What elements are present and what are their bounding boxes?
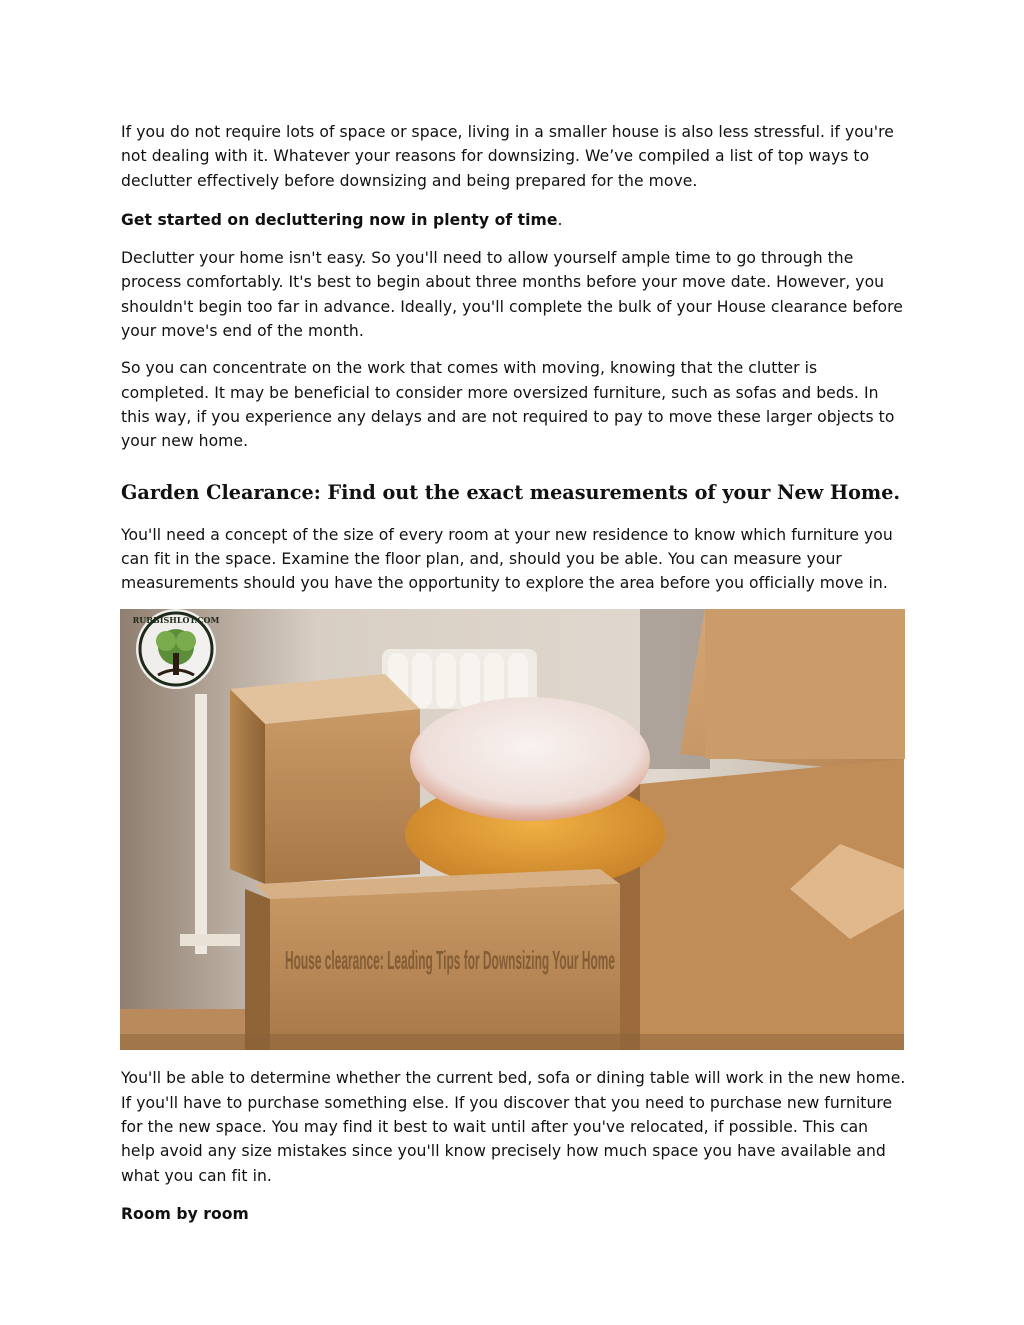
section-heading-measurements: Garden Clearance: Find out the exact measurements of your New Home. <box>121 480 901 504</box>
box-back-right <box>680 609 905 774</box>
decluttering-paragraph-1: Declutter your home isn't easy. So you'll need to allow yourself ample time to go through the process comfortably. It's best to begin about three months before your move date. However, you shouldn't begin too far in advance. Ideally, you'll complete the bulk of your House clearance before your move's end of the month. <box>121 249 903 341</box>
box-caption-text: House clearance: Leading Tips for Downsizing Your Home <box>285 945 615 976</box>
heating-pipe-joint <box>180 934 240 946</box>
intro-paragraph: If you do not require lots of space or space, living in a smaller house is also less stressful. if you're not dealing with it. Whatever your reasons for downsizing. We’ve compiled a list of top ways to declutter effectively before downsizing and being prepared for the move. <box>121 123 894 190</box>
section-heading-decluttering-text: Get started on decluttering now in plenty of time <box>121 210 558 229</box>
measurements-paragraph-1: You'll need a concept of the size of every room at your new residence to know which furniture you can fit in the space. Examine the floor plan, and, should you be able. You can measure your measurements should you have the opportunity to explore the area before you officially move in. <box>121 525 893 593</box>
moving-boxes-illustration <box>120 609 904 1050</box>
measurements-paragraph-2: You'll be able to determine whether the current bed, sofa or dining table will work in the new home. If you'll have to purchase something else. If you discover that you need to purchase new furniture for the new space. You may find it best to wait until after you've relocated, if possible. This can help avoid any size mistakes since you'll know precisely how much space you have available and what you can fit in. <box>121 1069 906 1185</box>
logo-text: RUBBISHLOT.COM <box>132 615 220 626</box>
decluttering-paragraph-2: So you can concentrate on the work that comes with moving, knowing that the clutter is completed. It may be beneficial to consider more oversized furniture, such as sofas and beds. In this way, if you experience any delays and are not required to pay to move these larger objects to your new home. <box>121 359 895 451</box>
white-pillow <box>410 697 650 821</box>
floor-shadow <box>120 1034 904 1050</box>
heating-pipe <box>195 694 207 954</box>
box-left-small <box>230 674 420 884</box>
document-page <box>121 120 906 1226</box>
moving-boxes-photo <box>120 609 904 1050</box>
section-heading-room-by-room: Room by room <box>121 1204 249 1223</box>
section-heading-decluttering <box>121 208 906 232</box>
section-heading-punctuation: . <box>557 210 563 229</box>
